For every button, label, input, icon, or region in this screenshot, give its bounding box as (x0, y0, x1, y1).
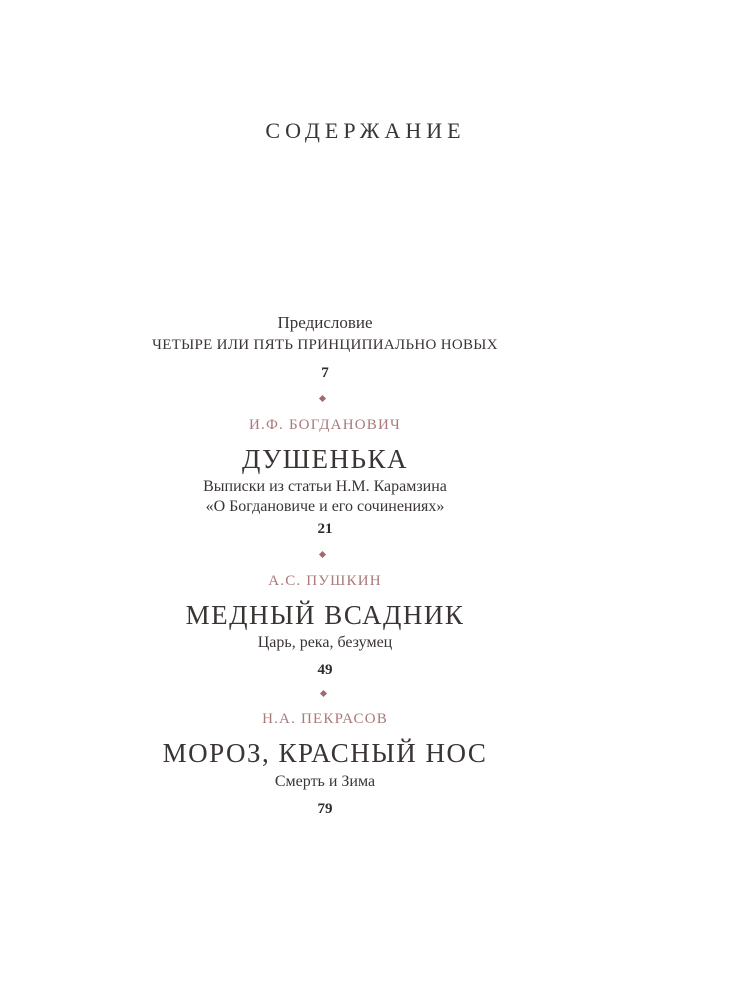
entry-subtitle-line: Смерть и Зима (274, 773, 376, 790)
divider-diamond-icon (319, 395, 326, 402)
entry-title: ДУШЕНЬКА (241, 444, 409, 474)
entry-page-number: 49 (317, 662, 333, 678)
entry-author: И.Ф. БОГДАНОВИЧ (249, 417, 401, 433)
preface-page-number: 7 (321, 365, 329, 381)
divider-diamond-icon (319, 551, 326, 558)
entry-title: МЕДНЫЙ ВСАДНИК (185, 600, 465, 630)
entry-subtitle-line: Выписки из статьи Н.М. Карамзина (203, 478, 447, 495)
entry-author: Н.А. ПЕКРАСОВ (262, 711, 388, 727)
entry-page-number: 21 (317, 521, 333, 537)
entry-author: А.С. ПУШКИН (268, 573, 382, 589)
entry-title: МОРОЗ, КРАСНЫЙ НОС (162, 738, 488, 768)
preface-title: ЧЕТЫРЕ ИЛИ ПЯТЬ ПРИНЦИПИАЛЬНО НОВЫХ (152, 337, 498, 353)
preface-label: Предисловие (277, 313, 373, 332)
entry-subtitle-line: Царь, река, безумец (257, 634, 393, 651)
entry-page-number: 79 (317, 801, 333, 817)
divider-diamond-icon (320, 690, 327, 697)
entry-subtitle-line: «О Богдановиче и его сочинениях» (205, 498, 445, 515)
contents-heading: СОДЕРЖАНИЕ (265, 118, 466, 143)
